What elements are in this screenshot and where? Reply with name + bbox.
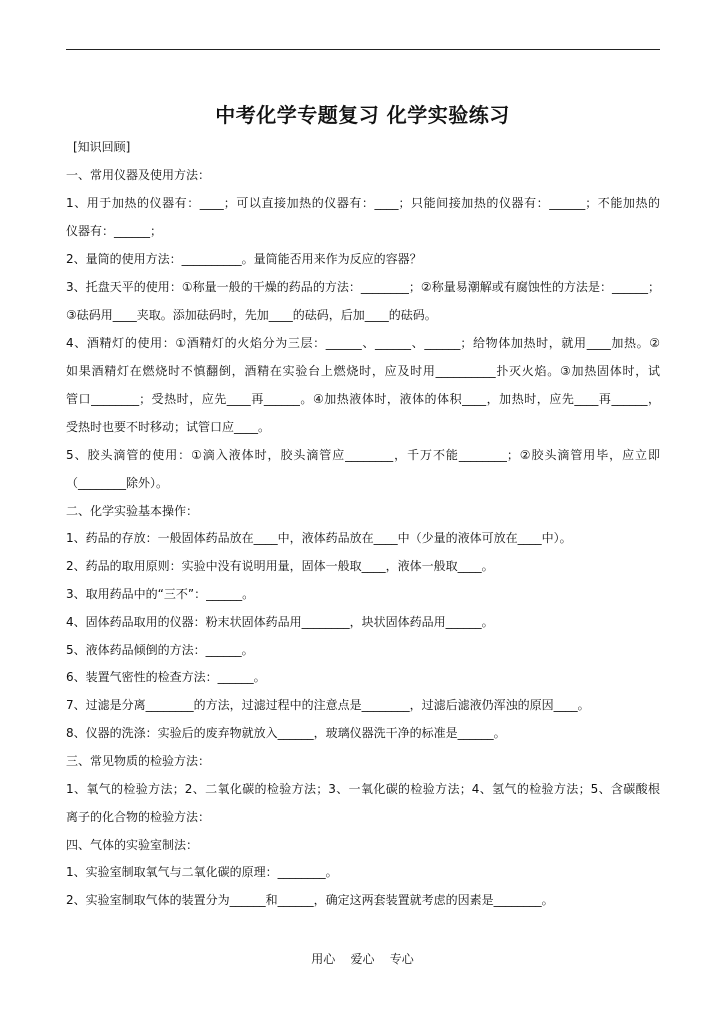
text-line: 4、固体药品取用的仪器：粉末状固体药品用________，块状固体药品用______。 <box>66 615 494 629</box>
page-title: 中考化学专题复习 化学实验练习 <box>215 103 510 127</box>
text-line: 受热时也要不时移动；试管口应____。 <box>66 420 271 434</box>
text-line: 8、仪器的洗涤：实验后的废弃物就放入______，玻璃仪器洗干净的标准是______。 <box>66 726 506 740</box>
text-line: 6、装置气密性的检查方法：______。 <box>66 670 266 684</box>
text-line: 一、常用仪器及使用方法： <box>66 168 211 182</box>
text-line: 1、药品的存放：一般固体药品放在____中，液体药品放在____中（少量的液体可放在____中）。 <box>66 531 572 545</box>
text-line: 2、实验室制取气体的装置分为______和______，确定这两套装置就考虑的因素是________。 <box>66 893 554 907</box>
text-line: ③砝码用____夹取。添加砝码时，先加____的砝码，后加____的砝码。 <box>66 308 437 322</box>
text-line: 三、常见物质的检验方法： <box>66 754 211 768</box>
text-line: 7、过滤是分离________的方法，过滤过程中的注意点是________，过滤后滤液仍浑浊的原因____。 <box>66 698 590 712</box>
header-rule <box>66 49 660 50</box>
text-line: 二、化学实验基本操作： <box>66 504 199 518</box>
text-line: 3、取用药品中的“三不”：______。 <box>66 587 255 601</box>
text-line: 四、气体的实验室制法： <box>66 838 199 852</box>
text-line: 1、氧气的检验方法；2、二氧化碳的检验方法；3、一氧化碳的检验方法；4、氢气的检验方法；5、含碳酸根 <box>66 782 660 796</box>
section-tag: [知识回顾] <box>73 140 131 154</box>
text-line: 2、药品的取用原则：实验中没有说明用量，固体一般取____，液体一般取____。 <box>66 559 494 573</box>
text-line: 1、实验室制取氧气与二氧化碳的原理：________。 <box>66 865 338 879</box>
text-line: 4、酒精灯的使用：①酒精灯的火焰分为三层：______、______、______；给物体加热时，就用____加热。② <box>66 336 660 350</box>
text-line: 仪器有：______； <box>66 224 163 238</box>
page-footer: 用心 爱心 专心 <box>311 952 414 966</box>
text-line: 3、托盘天平的使用：①称量一般的干燥的药品的方法：________；②称量易潮解或有腐蚀性的方法是：______； <box>66 280 660 294</box>
text-line: 如果酒精灯在燃烧时不慎翻倒，酒精在实验台上燃烧时，应及时用__________扑灭火焰。③加热固体时，试 <box>66 364 660 378</box>
text-line: 离子的化合物的检验方法： <box>66 810 211 824</box>
text-line: 2、量筒的使用方法：__________。量筒能否用来作为反应的容器？ <box>66 252 422 266</box>
text-line: 1、用于加热的仪器有：____；可以直接加热的仪器有：____；只能间接加热的仪器有：______；不能加热的 <box>66 196 660 210</box>
text-line: 5、胶头滴管的使用：①滴入液体时，胶头滴管应________，千万不能________；②胶头滴管用毕，应立即 <box>66 448 660 462</box>
text-line: 5、液体药品倾倒的方法：______。 <box>66 643 254 657</box>
text-line: 管口________；受热时，应先____再______。④加热液体时，液体的体积____，加热时，应先____再______， <box>66 392 660 406</box>
text-line: （________除外）。 <box>66 476 169 490</box>
